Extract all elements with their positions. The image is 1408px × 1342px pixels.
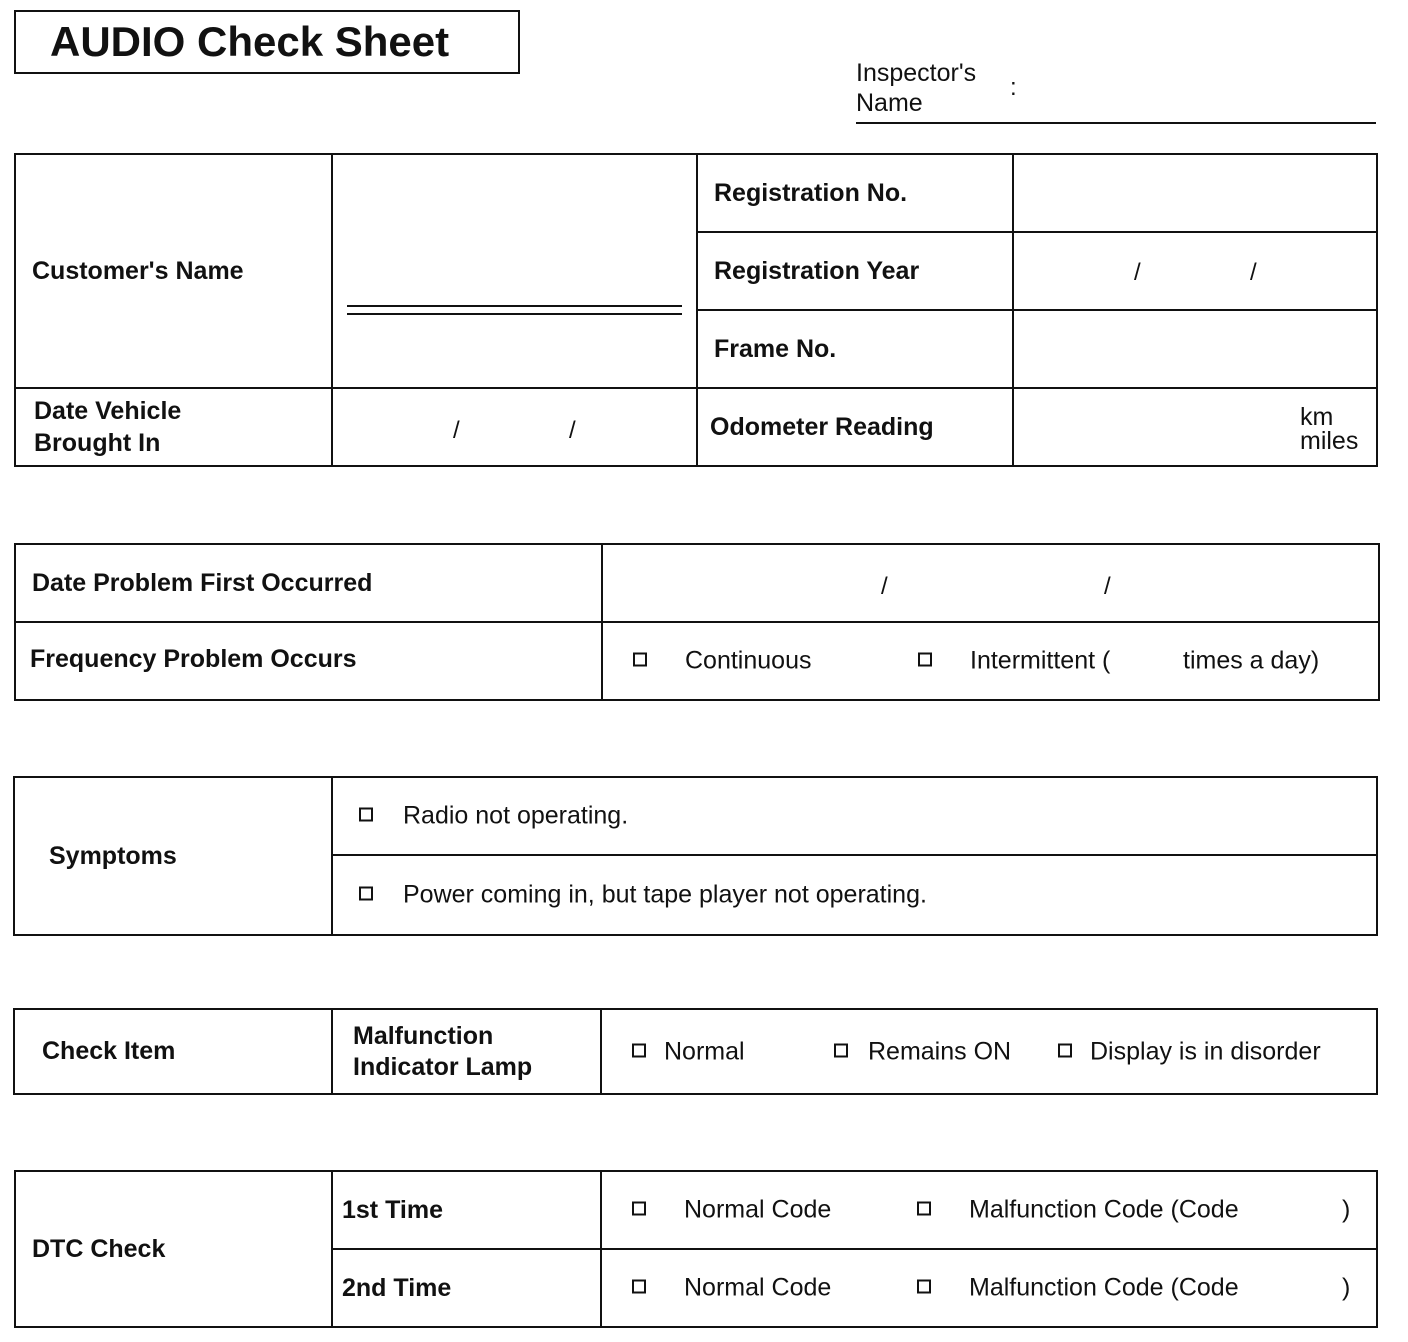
check-item-label: Check Item [14, 1009, 332, 1094]
dtc-first-malfunction-option[interactable] [917, 1196, 1239, 1225]
frame-no-label: Frame No. [697, 310, 1013, 388]
intermittent-checkbox[interactable] [918, 653, 932, 667]
symptom-tape-label: Power coming in, but tape player not operating. [403, 880, 927, 909]
check-item-table [13, 1008, 1378, 1095]
mil-label [332, 1009, 601, 1094]
date-first-occurred-label: Date Problem First Occurred [15, 544, 602, 622]
registration-no-label: Registration No. [697, 154, 1013, 232]
date-first-sep-1: / [881, 573, 888, 600]
dtc-first-options [601, 1171, 1377, 1249]
mil-display-disorder-label: Display is in disorder [1090, 1037, 1321, 1065]
dtc-check-table [14, 1170, 1378, 1328]
inspector-name-field[interactable] [856, 58, 1376, 124]
date-brought-in-label [15, 388, 332, 466]
mil-display-disorder-option[interactable] [1058, 1037, 1321, 1066]
odometer-label: Odometer Reading [697, 388, 1013, 466]
symptom-radio-label: Radio not operating. [403, 801, 629, 830]
symptom-option-tape[interactable] [359, 881, 927, 910]
symptom-item-tape [332, 855, 1377, 935]
customer-name-double-line [347, 305, 682, 315]
symptoms-table [13, 776, 1378, 936]
dtc-second-normal-option[interactable] [632, 1274, 831, 1303]
odometer-input[interactable] [1013, 388, 1377, 466]
dtc-first-malfunction-label: Malfunction Code (Code [969, 1195, 1239, 1224]
vehicle-info-table [14, 153, 1378, 467]
symptoms-label: Symptoms [14, 777, 332, 935]
page-title: AUDIO Check Sheet [14, 10, 520, 74]
date-brought-sep-1: / [453, 417, 460, 444]
symptom-item-radio [332, 777, 1377, 855]
intermittent-label: Intermittent ( [970, 646, 1111, 675]
dtc-first-time-label: 1st Time [332, 1171, 601, 1249]
frame-no-input[interactable] [1013, 310, 1377, 388]
intermittent-option[interactable] [918, 647, 1110, 676]
date-brought-in-line2: Brought In [34, 429, 161, 457]
dtc-second-malfunction-checkbox[interactable] [917, 1280, 931, 1294]
symptom-option-radio[interactable] [359, 802, 628, 831]
dtc-second-close-paren: ) [1342, 1273, 1351, 1302]
date-brought-in-line1: Date Vehicle [34, 397, 182, 425]
continuous-checkbox[interactable] [633, 653, 647, 667]
date-brought-in-input[interactable] [332, 388, 697, 466]
mil-normal-option[interactable] [632, 1037, 745, 1066]
registration-year-input[interactable] [1013, 232, 1377, 310]
symptom-radio-checkbox[interactable] [359, 808, 373, 822]
inspector-label-line1: Inspector's [856, 59, 977, 87]
mil-remains-on-label: Remains ON [868, 1037, 1012, 1065]
inspector-colon: : [1010, 74, 1017, 101]
frequency-options [602, 622, 1379, 700]
inspector-underline [856, 122, 1376, 124]
mil-remains-on-checkbox[interactable] [834, 1043, 848, 1057]
dtc-second-options [601, 1249, 1377, 1327]
dtc-second-time-label: 2nd Time [332, 1249, 601, 1327]
dtc-first-close-paren: ) [1342, 1195, 1351, 1224]
dtc-first-normal-checkbox[interactable] [632, 1202, 646, 1216]
symptom-tape-checkbox[interactable] [359, 887, 373, 901]
customer-name-label: Customer's Name [15, 154, 332, 388]
date-first-occurred-input[interactable] [602, 544, 1379, 622]
mil-normal-checkbox[interactable] [632, 1043, 646, 1057]
continuous-option[interactable] [633, 647, 811, 676]
mil-remains-on-option[interactable] [834, 1037, 1011, 1066]
dtc-second-normal-checkbox[interactable] [632, 1280, 646, 1294]
mil-normal-label: Normal [664, 1037, 745, 1065]
customer-name-input[interactable] [332, 154, 697, 388]
date-brought-sep-2: / [569, 417, 576, 444]
mil-options [601, 1009, 1377, 1094]
dtc-first-normal-option[interactable] [632, 1196, 831, 1225]
registration-no-input[interactable] [1013, 154, 1377, 232]
unit-km: km [1300, 403, 1334, 431]
times-a-day-label: times a day) [1183, 646, 1320, 675]
mil-label-line2: Indicator Lamp [353, 1052, 533, 1081]
dtc-second-malfunction-option[interactable] [917, 1274, 1239, 1303]
registration-year-sep-1: / [1134, 259, 1141, 286]
problem-table [14, 543, 1380, 701]
dtc-first-malfunction-checkbox[interactable] [917, 1202, 931, 1216]
continuous-label: Continuous [685, 646, 812, 675]
dtc-first-normal-label: Normal Code [684, 1195, 832, 1224]
frequency-label: Frequency Problem Occurs [15, 622, 602, 700]
mil-label-line1: Malfunction [353, 1021, 494, 1050]
dtc-second-malfunction-label: Malfunction Code (Code [969, 1273, 1239, 1302]
inspector-label-line2: Name [856, 89, 923, 117]
registration-year-sep-2: / [1250, 259, 1257, 286]
mil-display-disorder-checkbox[interactable] [1058, 1043, 1072, 1057]
dtc-second-normal-label: Normal Code [684, 1273, 832, 1302]
unit-miles: miles [1300, 427, 1359, 455]
date-first-sep-2: / [1104, 573, 1111, 600]
registration-year-label: Registration Year [697, 232, 1013, 310]
dtc-check-label: DTC Check [15, 1171, 332, 1327]
